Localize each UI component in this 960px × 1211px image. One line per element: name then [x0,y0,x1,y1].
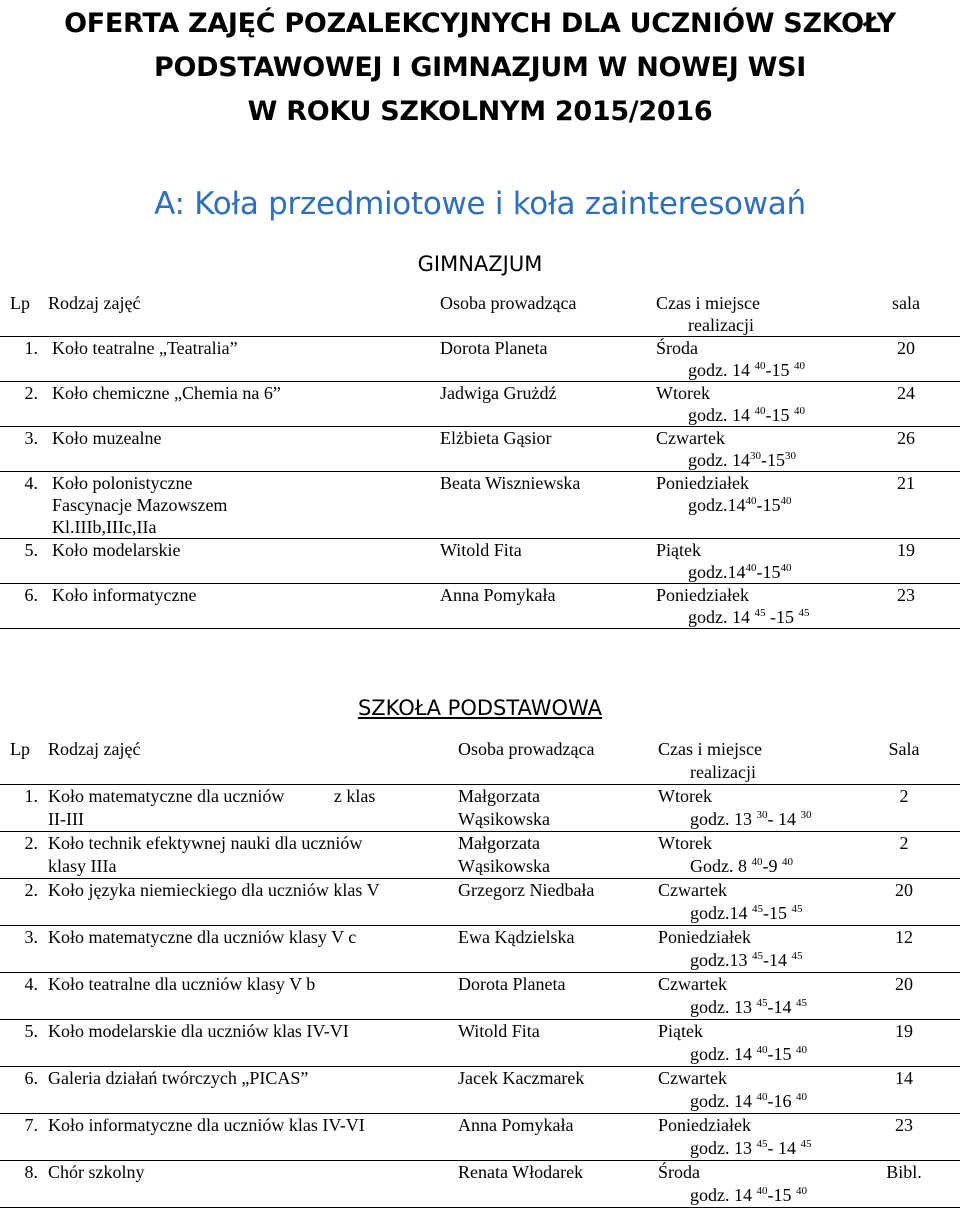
sp-row-name [48,879,458,926]
gim-row-day: Wtorek [656,383,710,403]
sp-row-name-line: Chór szkolny [48,1162,145,1182]
sp-row-hours [658,1043,848,1066]
sp-row-day: Poniedziałek [658,1115,751,1135]
sp-row-room: 20 [848,879,960,926]
sp-row-time-start-min: 45 [756,997,768,1009]
gim-row-time [656,427,852,472]
gim-row-teacher: Elżbieta Gąsior [440,427,656,472]
sp-row-time-end: -14 [763,950,792,970]
gim-row-time-end-min: 40 [794,405,805,417]
gim-row [0,337,960,382]
sp-row [0,1067,960,1114]
sp-row-name-line: II-III [48,809,84,829]
sp-row-time-start: godz. 14 [690,1185,757,1205]
sp-row-time-start: godz. 14 [690,1091,757,1111]
sp-header-row [0,738,960,785]
sp-row-time-end-min: 45 [791,950,803,962]
sp-row-teacher [458,1020,658,1067]
gim-row-room: 26 [852,427,960,472]
gim-header-time-2: realizacji [688,315,754,335]
gim-row-time-end: -15 [765,607,799,627]
sp-row-lp: 1. [0,785,48,832]
gim-row [0,584,960,629]
sp-row-teacher-line: Anna Pomykała [458,1115,574,1135]
sp-row-time-start-min: 40 [756,1091,768,1103]
gim-row-time-end: -15 [756,495,781,515]
gim-row-room: 19 [852,539,960,584]
gim-row-name-line: Koło chemiczne „Chemia na 6” [52,383,281,403]
podstawowa-table [0,738,960,1208]
gim-row-day: Środa [656,338,698,358]
sp-row-day: Czwartek [658,1068,727,1088]
sp-row-day: Poniedziałek [658,927,751,947]
gim-row-time-end-min: 45 [798,607,810,619]
gim-row-time-start: godz.14 [688,562,746,582]
sp-header-time [658,738,848,785]
gim-row-name [48,539,440,584]
sp-row-room: 2 [848,832,960,879]
sp-row-lp: 8. [0,1161,48,1208]
gimnazjum-table [0,292,960,629]
gim-header-time-1: Czas i miejsce [656,293,760,313]
title-line-2: PODSTAWOWEJ I GIMNAZJUM W NOWEJ WSI [153,52,806,83]
sp-row-time-start: godz. 13 [690,997,757,1017]
sp-row-name [48,1114,458,1161]
sp-row-hours [658,949,848,972]
sp-row-time [658,973,848,1020]
sp-row-teacher-line: Wąsikowska [458,809,550,829]
sp-row-time-end-min: 30 [800,809,812,821]
gim-row [0,427,960,472]
sp-header-teacher: Osoba prowadząca [458,738,658,785]
gim-row-day: Piątek [656,540,701,560]
gim-row-time-end: -15 [756,562,781,582]
sp-row-name-line: Koło teatralne dla uczniów klasy V b [48,974,316,994]
sp-row-teacher [458,785,658,832]
sp-row-time-start-min: 45 [752,903,763,915]
sp-header-time-2: realizacji [690,762,756,782]
sp-row-name [48,926,458,973]
sp-row-time-end-min: 40 [796,1185,807,1197]
sp-row-time-end-min: 45 [791,903,803,915]
sp-row-time-start-min: 45 [752,950,763,962]
gim-row-time-end: -15 [765,405,794,425]
sp-row-time-start: godz.14 [690,903,752,923]
gim-row-name [48,382,440,427]
sp-row-time-end-min: 40 [796,1091,807,1103]
sp-header-room: Sala [848,738,960,785]
sp-row-teacher [458,1067,658,1114]
gim-row [0,382,960,427]
gim-row-time-end-min: 40 [794,360,805,372]
sp-row-lp: 4. [0,973,48,1020]
sp-row-time-end-min: 45 [796,997,807,1009]
gim-row-time [656,472,852,539]
gim-row-time-start: godz. 14 [688,405,755,425]
sp-row-lp: 5. [0,1020,48,1067]
gim-row-time-end-min: 30 [785,450,796,462]
sp-row-hours [658,1184,848,1207]
gim-row-time-end-min: 40 [780,562,792,574]
sp-row-name [48,973,458,1020]
gim-row-time-start-min: 40 [745,562,757,574]
sp-row-teacher-line: Małgorzata [458,833,540,853]
sp-row-lp: 3. [0,926,48,973]
sp-row-time [658,1067,848,1114]
gim-row-time [656,337,852,382]
gim-row-name [48,427,440,472]
sp-row-teacher [458,879,658,926]
sp-row-name-line: klasy IIIa [48,856,117,876]
gim-row-time-end: -15 [765,360,794,380]
sp-row-name [48,785,458,832]
sp-row-teacher [458,1114,658,1161]
sp-row-room: 20 [848,973,960,1020]
sp-row-day: Czwartek [658,880,727,900]
sp-row-name-line: Koło informatyczne dla uczniów klas IV-VI [48,1115,365,1135]
gimnazjum-heading: GIMNAZJUM [417,252,543,276]
sp-row-name-line: Koło matematyczne dla uczniów klasy V c [48,927,357,947]
gim-row-name-line: Koło teatralne „Teatralia” [52,338,238,358]
gim-row-room: 21 [852,472,960,539]
sp-row-room: Bibl. [848,1161,960,1208]
gim-row-time-end-min: 40 [780,495,792,507]
gim-row-hours [656,561,852,583]
sp-row-day: Czwartek [658,974,727,994]
sp-row-name-line: Koło matematyczne dla uczniów z klas [48,786,376,806]
sp-row-teacher [458,832,658,879]
sp-row-time [658,1020,848,1067]
sp-row-teacher [458,1161,658,1208]
gim-row-room: 20 [852,337,960,382]
sp-row-room: 19 [848,1020,960,1067]
sp-row-time-end: - 14 [767,809,801,829]
sp-row-time-end: -15 [767,1044,796,1064]
sp-row-name [48,1067,458,1114]
sp-row-teacher-line: Jacek Kaczmarek [458,1068,585,1088]
gim-header-teacher: Osoba prowadząca [440,292,656,337]
sp-row-teacher-line: Renata Włodarek [458,1162,584,1182]
gim-row-time [656,584,852,629]
sp-row-time-start-min: 40 [756,1185,768,1197]
gim-row-teacher: Dorota Planeta [440,337,656,382]
sp-row [0,973,960,1020]
gim-row-room: 24 [852,382,960,427]
gim-row-hours [656,606,852,628]
document-subtitle: A: Koła przedmiotowe i koła zainteresowań [154,186,806,222]
gim-row-lp: 2. [0,382,48,427]
sp-row-day: Wtorek [658,833,712,853]
sp-row-teacher-line: Dorota Planeta [458,974,566,994]
sp-row-room: 23 [848,1114,960,1161]
gim-row-day: Poniedziałek [656,473,749,493]
gim-row-name [48,472,440,539]
sp-row-time-start: Godz. 8 [690,856,752,876]
gim-row-name-line: Kl.IIIb,IIIc,IIa [52,517,157,537]
sp-row-time-start-min: 40 [751,856,763,868]
sp-row-room: 12 [848,926,960,973]
gim-row [0,472,960,539]
gim-row-name-line: Fascynacje Mazowszem [52,495,228,515]
sp-row-time [658,1161,848,1208]
gim-row-time-start: godz. 14 [688,450,750,470]
sp-row-time-start: godz. 14 [690,1044,757,1064]
sp-row-time-end: -9 [762,856,782,876]
gim-header-name: Rodzaj zajęć [48,292,440,337]
sp-row-teacher [458,973,658,1020]
sp-row-hours [658,808,848,831]
gim-row-teacher: Beata Wiszniewska [440,472,656,539]
title-line-3: W ROKU SZKOLNYM 2015/2016 [247,96,713,127]
sp-row-teacher-line: Wąsikowska [458,856,550,876]
sp-row-time-start: godz. 13 [690,809,757,829]
sp-header-lp: Lp [0,738,48,785]
sp-row-name-line: Koło modelarskie dla uczniów klas IV-VI [48,1021,349,1041]
sp-row-time-end: -16 [767,1091,796,1111]
sp-row-hours [658,996,848,1019]
sp-row-time-start-min: 40 [756,1044,768,1056]
sp-row-name-line: Koło języka niemieckiego dla uczniów klas V [48,880,380,900]
sp-row-time-end: -14 [767,997,796,1017]
gim-row-time-start: godz. 14 [688,360,755,380]
sp-row-name [48,1020,458,1067]
gim-row-time-start: godz. 14 [688,607,755,627]
gim-row-time-start-min: 40 [754,405,766,417]
gim-row-lp: 6. [0,584,48,629]
sp-row-lp: 6. [0,1067,48,1114]
sp-row-name [48,1161,458,1208]
sp-header-name: Rodzaj zajęć [48,738,458,785]
gim-row-name-line: Koło modelarskie [52,540,181,560]
sp-row-hours [658,902,848,925]
gim-row-day: Poniedziałek [656,585,749,605]
sp-row-teacher-line: Witold Fita [458,1021,540,1041]
sp-row-lp: 2. [0,879,48,926]
gim-row-hours [656,494,852,516]
sp-row-teacher [458,926,658,973]
gim-row-name-line: Koło muzealne [52,428,162,448]
sp-row-teacher-line: Ewa Kądzielska [458,927,575,947]
gim-row-hours [656,404,852,426]
sp-row-teacher-line: Małgorzata [458,786,540,806]
sp-row-time-start: godz.13 [690,950,752,970]
sp-row-time-start-min: 30 [756,809,768,821]
sp-row-time [658,879,848,926]
gim-row-name-line: Koło polonistyczne [52,473,193,493]
gim-row-teacher: Anna Pomykała [440,584,656,629]
gim-row-teacher: Jadwiga Grużdź [440,382,656,427]
sp-row-lp: 7. [0,1114,48,1161]
podstawowa-heading: SZKOŁA PODSTAWOWA [357,696,603,720]
sp-row-time-start-min: 45 [756,1138,768,1150]
sp-row-day: Środa [658,1162,700,1182]
sp-row [0,1114,960,1161]
gim-row-teacher: Witold Fita [440,539,656,584]
gim-row-time [656,539,852,584]
gim-row-lp: 4. [0,472,48,539]
gim-row-name [48,584,440,629]
sp-row-name-line: Galeria działań twórczych „PICAS” [48,1068,309,1088]
sp-row-time [658,926,848,973]
sp-row-day: Piątek [658,1021,703,1041]
sp-row-time-end-min: 40 [796,1044,807,1056]
gim-header-time [656,292,852,337]
gim-row-lp: 5. [0,539,48,584]
gim-row-time-start-min: 40 [754,360,766,372]
sp-row-teacher-line: Grzegorz Niedbała [458,880,595,900]
sp-row-time-end: -15 [767,1185,796,1205]
gim-row-name [48,337,440,382]
document-title [0,2,960,134]
sp-row-time [658,785,848,832]
sp-row-time-end-min: 45 [800,1138,812,1150]
gim-row-time [656,382,852,427]
gim-row-day: Czwartek [656,428,725,448]
sp-row [0,832,960,879]
gim-row-name-line: Koło informatyczne [52,585,197,605]
gim-row-room: 23 [852,584,960,629]
sp-row-hours [658,1137,848,1160]
gim-row [0,539,960,584]
sp-header-time-1: Czas i miejsce [658,739,762,759]
gim-header-lp: Lp [0,292,48,337]
sp-row [0,1020,960,1067]
sp-row [0,926,960,973]
gim-row-lp: 3. [0,427,48,472]
gim-row-time-end: -15 [761,450,785,470]
sp-row-time-end: -15 [763,903,792,923]
gim-row-time-start-min: 45 [754,607,766,619]
sp-row-name [48,832,458,879]
sp-row-name-line: Koło technik efektywnej nauki dla uczniów [48,833,363,853]
sp-row-hours [658,855,848,878]
sp-row-time-end-min: 40 [782,856,793,868]
sp-row-time [658,832,848,879]
sp-row-day: Wtorek [658,786,712,806]
sp-row-lp: 2. [0,832,48,879]
sp-row-room: 14 [848,1067,960,1114]
sp-row-hours [658,1090,848,1113]
gim-header-room: sala [852,292,960,337]
gim-header-row [0,292,960,337]
sp-row [0,785,960,832]
sp-row-time [658,1114,848,1161]
gim-row-time-start: godz.14 [688,495,746,515]
gim-row-lp: 1. [0,337,48,382]
sp-row [0,879,960,926]
title-line-1: OFERTA ZAJĘĆ POZALEKCYJNYCH DLA UCZNIÓW SZKOŁY [64,8,896,39]
sp-row-time-start: godz. 13 [690,1138,757,1158]
gim-row-time-start-min: 30 [750,450,761,462]
sp-row [0,1161,960,1208]
gim-row-hours [656,449,852,471]
sp-row-time-end: - 14 [767,1138,801,1158]
sp-row-room: 2 [848,785,960,832]
gim-row-hours [656,359,852,381]
gim-row-time-start-min: 40 [745,495,757,507]
